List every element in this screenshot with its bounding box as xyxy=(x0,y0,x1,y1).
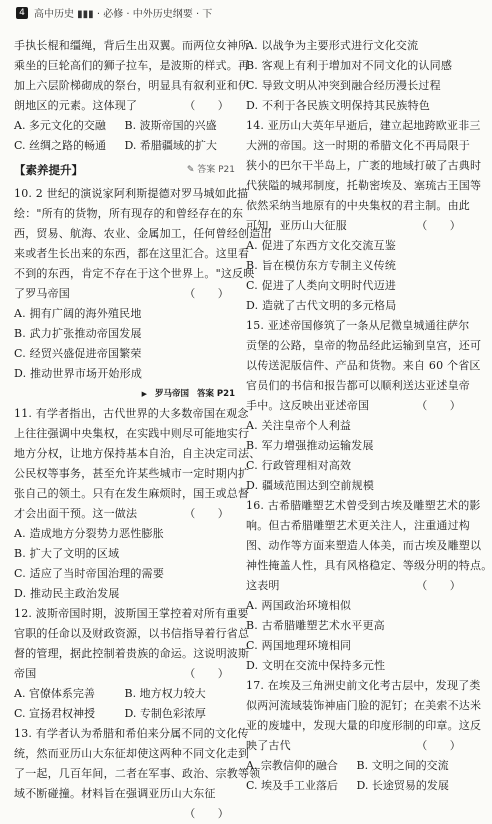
text-line: 可知，亚历山大征服 xyxy=(246,219,347,232)
text-line: 帝国 xyxy=(14,667,37,680)
text-line: 手执长棍和缰绳，背后生出双翼。而两位女神所 xyxy=(14,39,250,52)
text-line: 亚的废墟中，发现大量的印度形制的印章。这反 xyxy=(246,719,482,732)
answer-ref-text: 答案 P21 xyxy=(197,165,235,175)
text-line-with-paren xyxy=(14,96,235,116)
option-b: B. 文明之间的交流 xyxy=(356,759,449,772)
option-a: A. 以战争为主要形式进行文化交流 xyxy=(246,39,419,52)
text-line-with-paren xyxy=(14,284,235,304)
option-d: D. 疆域范围达到空前规模 xyxy=(246,479,375,492)
text-line-with-paren xyxy=(14,664,235,684)
answer-paren: （ ） xyxy=(184,99,229,112)
option-d: D. 推动民主政治发展 xyxy=(14,587,120,600)
option-c: C. 宣扬君权神授 xyxy=(14,707,96,720)
option-row xyxy=(14,116,235,136)
text-line: 13. 有学者认为希腊和希伯来分属不同的文化传 xyxy=(14,727,249,740)
question-14 xyxy=(246,116,482,316)
option-d: D. 专制色彩浓厚 xyxy=(124,707,206,720)
right-column xyxy=(246,36,492,796)
text-line: 乘坐的巨轮高们的狮子拉车，是波斯的样式。再 xyxy=(14,59,250,72)
text-line-with-paren xyxy=(14,784,235,820)
text-line: 12. 波斯帝国时期，波斯国王掌控着对所有重要 xyxy=(14,607,249,620)
option-d: D. 推动世界市场开始形成 xyxy=(14,367,143,380)
text-line: 10. 2 世纪的演说家阿利斯提德对罗马城如此描 xyxy=(14,187,249,200)
text-line: 官员们的书信和报告都可以顺利送达亚述皇帝 xyxy=(246,379,470,392)
text-line: 似两河流域装饰神庙门脸的泥钉；在美索不达米 xyxy=(246,699,482,712)
option-d: D. 长途贸易的发展 xyxy=(356,779,449,792)
text-line: 11. 有学者指出，古代世界的大多数帝国在观念 xyxy=(14,407,249,420)
text-line: 上往往强调中央集权，在实践中则尽可能地实行 xyxy=(14,427,250,440)
option-b: B. 军力增强推动运输发展 xyxy=(246,439,374,452)
text-line: 16. 古希腊雕塑艺术曾受到古埃及雕塑艺术的影 xyxy=(246,499,481,512)
text-line: 来或者生长出来的东西，都在这里汇合。这里看 xyxy=(14,247,250,260)
triangle-icon: ▶ xyxy=(141,390,147,398)
answer-paren: （ ） xyxy=(184,507,229,520)
answer-paren: （ ） xyxy=(416,219,461,232)
pencil-icon: ✎ xyxy=(186,165,195,175)
option-row xyxy=(246,756,467,776)
text-line: 响。但古希腊雕塑艺术更关注人，注重通过构 xyxy=(246,519,470,532)
option-c: C. 丝绸之路的畅通 xyxy=(14,139,107,152)
option-c: C. 经贸兴盛促进帝国繁荣 xyxy=(14,347,142,360)
text-line: 依然采纳当地原有的中央集权的君主制。由此 xyxy=(246,199,470,212)
option-d: D. 不利于各民族文明保持其民族特色 xyxy=(246,99,431,112)
text-line: 映了古代 xyxy=(246,739,291,752)
text-line: 域不断碰撞。材料旨在强调亚历山大东征 xyxy=(14,787,216,800)
text-line: 官职的任命以及财政资源，以书信指导着行省总 xyxy=(14,627,250,640)
text-line: 17. 在埃及三角洲史前文化考古层中，发现了类 xyxy=(246,679,481,692)
running-title: 高中历史 ▮▮▮ · 必修 · 中外历史纲要 · 下 xyxy=(34,9,213,20)
text-line: 贡堡的公路，皇帝的物品经此运输到皇宫，还可 xyxy=(246,339,482,352)
text-line: 大洲的帝国。这一时期的希腊文化不再局限于 xyxy=(246,139,470,152)
answer-paren: （ ） xyxy=(184,807,229,820)
text-line: 代狭隘的城邦制度，托勒密埃及、塞琉古王国等 xyxy=(246,179,482,192)
text-line-with-paren xyxy=(246,576,467,596)
question-13-stem xyxy=(14,724,261,820)
option-c: C. 导致文明从冲突到融合经历漫长过程 xyxy=(246,79,441,92)
section-answer-ref xyxy=(187,159,235,181)
question-10 xyxy=(14,184,272,384)
answer-paren: （ ） xyxy=(416,739,461,752)
text-line: 加上六层阶梯砌成的祭台，明显具有叙利亚和伊 xyxy=(14,79,250,92)
question-13-options xyxy=(246,36,467,116)
option-d: D. 造就了古代文明的多元格局 xyxy=(246,299,397,312)
text-line-with-paren xyxy=(246,736,467,756)
option-c: C. 适应了当时帝国治理的需要 xyxy=(14,567,165,580)
text-line: 西，贸易、航海、农业、金属加工，任何曾经创造出 xyxy=(14,227,272,240)
text-line: 张自己的领土。只有在发生麻烦时，国王或总督 xyxy=(14,487,250,500)
option-row xyxy=(14,136,235,156)
text-line: 了一起，几百年间，二者在军事、政治、宗教等领 xyxy=(14,767,261,780)
text-line-with-paren xyxy=(246,396,467,416)
option-row xyxy=(14,684,235,704)
text-line-with-paren xyxy=(14,504,235,524)
option-a: A. 拥有广阔的海外殖民地 xyxy=(14,307,142,320)
page-number: 4 xyxy=(16,7,28,19)
option-d: D. 文明在交流中保持多元性 xyxy=(246,659,386,672)
text-line: 图、动作等方面来塑造人体美，而古埃及雕塑以 xyxy=(246,539,482,552)
text-line: 督的管理，据此控制着贵族的命运。这说明波斯 xyxy=(14,647,250,660)
question-16 xyxy=(246,496,492,676)
text-line: 才会出面干预。这一做法 xyxy=(14,507,138,520)
option-a: A. 造成地方分裂势力恶性膨胀 xyxy=(14,527,164,540)
option-row xyxy=(246,776,467,796)
option-a: A. 官僚体系完善 xyxy=(14,687,95,700)
option-b: B. 武力扩张推动帝国发展 xyxy=(14,327,142,340)
option-row xyxy=(14,704,235,724)
option-c: C. 两国地理环境相同 xyxy=(246,639,352,652)
option-c: C. 行政管理相对高效 xyxy=(246,459,352,472)
question-15 xyxy=(246,316,482,496)
question-11 xyxy=(14,404,261,604)
option-b: B. 扩大了文明的区域 xyxy=(14,547,120,560)
text-line: 绘："所有的货物，所有现存的和曾经存在的东 xyxy=(14,207,244,220)
text-line: 公民权等事务，甚至允许某些城市一定时期内扩 xyxy=(14,467,250,480)
option-b: B. 客观上有利于增加对不同文化的认同感 xyxy=(246,59,453,72)
option-d: D. 希腊疆域的扩大 xyxy=(124,139,217,152)
option-a: A. 促进了东西方文化交流互鉴 xyxy=(246,239,396,252)
text-line: 地方分权，让地方保持基本自治，自主决定司法、 xyxy=(14,447,261,460)
option-b: B. 地方权力较大 xyxy=(124,687,206,700)
question-9 xyxy=(14,36,250,156)
text-line: 神性掩盖人性，具有风格稳定、等级分明的特点。 xyxy=(246,559,492,572)
option-c: C. 埃及手工业落后 xyxy=(246,779,339,792)
text-line: 15. 亚述帝国修筑了一条从尼微皇城通往萨尔 xyxy=(246,319,470,332)
text-line: 朗地区的元素。这体现了 xyxy=(14,99,138,112)
subsection-label: 罗马帝国 xyxy=(154,389,189,399)
text-line: 统，然而亚历山大东征却使这两种不同文化走到 xyxy=(14,747,250,760)
option-b: B. 旨在模仿东方专制主义传统 xyxy=(246,259,397,272)
question-12 xyxy=(14,604,250,724)
text-line: 了罗马帝国 xyxy=(14,287,70,300)
answer-paren: （ ） xyxy=(416,399,461,412)
answer-paren: （ ） xyxy=(416,579,461,592)
text-line-with-paren xyxy=(246,216,467,236)
subsection-answer-ref: 答案 P21 xyxy=(196,389,235,399)
section-header xyxy=(14,159,235,181)
text-line: 狭小的巴尔干半岛上，广袤的地域打破了古典时 xyxy=(246,159,482,172)
text-line: 以传送泥版信件、产品和货物。来自 60 个省区 xyxy=(246,359,481,372)
question-17 xyxy=(246,676,482,796)
subsection-tag xyxy=(14,384,235,404)
option-a: A. 多元文化的交融 xyxy=(14,119,106,132)
option-a: A. 关注皇帝个人利益 xyxy=(246,419,352,432)
text-line: 手中。这反映出亚述帝国 xyxy=(246,399,370,412)
option-a: A. 两国政治环境相似 xyxy=(246,599,352,612)
text-line: 14. 亚历山大英年早逝后，建立起地跨欧亚非三 xyxy=(246,119,481,132)
answer-paren: （ ） xyxy=(184,287,229,300)
option-c: C. 促进了人类向文明时代迈进 xyxy=(246,279,397,292)
section-title: 【素养提升】 xyxy=(14,163,83,177)
answer-paren: （ ） xyxy=(184,667,229,680)
option-a: A. 宗教信仰的融合 xyxy=(246,759,338,772)
text-line: 不到的东西，肯定不存在于这个世界上。"这反映 xyxy=(14,267,255,280)
option-b: B. 古希腊雕塑艺术水平更高 xyxy=(246,619,385,632)
page-header xyxy=(0,0,480,24)
option-b: B. 波斯帝国的兴盛 xyxy=(124,119,217,132)
text-line: 这表明 xyxy=(246,579,280,592)
